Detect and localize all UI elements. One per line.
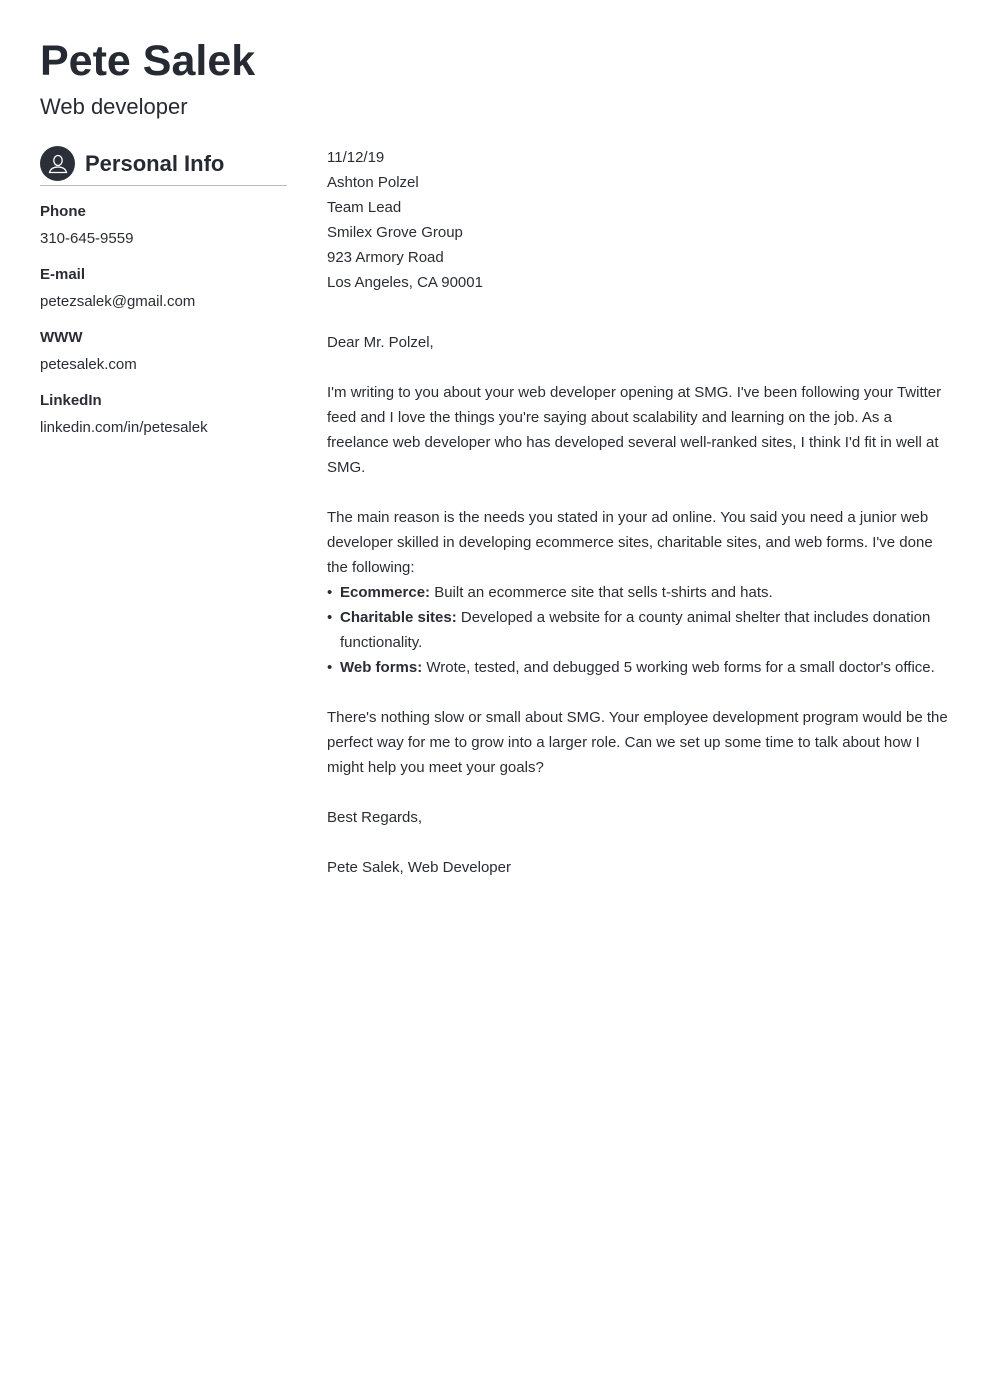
paragraph-closing: There's nothing slow or small about SMG. Your employee development program would be the perfect way for me to grow into a larger role. Can we set up some time to talk about how I might help you meet your goals? bbox=[327, 709, 948, 776]
section-title: Personal Info bbox=[85, 150, 225, 176]
paragraph-needs: The main reason is the needs you stated in your ad online. You said you need a junior web developer skilled in developing ecommerce sites, charitable sites, and web forms. I've done the following: bbox=[327, 509, 933, 576]
linkedin-value: linkedin.com/in/petesalek bbox=[40, 419, 208, 436]
bullet-label: Charitable sites: bbox=[340, 609, 457, 626]
phone-label: Phone bbox=[40, 203, 86, 220]
personal-info-sidebar bbox=[40, 146, 287, 439]
list-item bbox=[327, 605, 952, 655]
website-label: WWW bbox=[40, 329, 83, 346]
cover-letter-body bbox=[327, 145, 952, 880]
signature: Pete Salek, Web Developer bbox=[327, 859, 511, 876]
candidate-name: Pete Salek bbox=[40, 37, 256, 85]
recipient-city: Los Angeles, CA 90001 bbox=[327, 274, 483, 291]
recipient-name: Ashton Polzel bbox=[327, 174, 419, 191]
bullet-label: Web forms: bbox=[340, 659, 423, 676]
recipient-company: Smilex Grove Group bbox=[327, 224, 463, 241]
recipient-title: Team Lead bbox=[327, 199, 402, 216]
bullet-text: Built an ecommerce site that sells t-shirts and hats. bbox=[430, 584, 773, 601]
bullet-label: Ecommerce: bbox=[340, 584, 431, 601]
linkedin-block bbox=[40, 390, 287, 439]
list-item bbox=[327, 655, 952, 680]
website-block bbox=[40, 327, 287, 376]
bullet-text: Wrote, tested, and debugged 5 working web forms for a small doctor's office. bbox=[422, 659, 935, 676]
recipient-address bbox=[327, 170, 952, 295]
paragraph-intro: I'm writing to you about your web developer opening at SMG. I've been following your Twitter feed and I love the things you're saying about scalability and learning on the job. As a freelance web developer who has developed several well-ranked sites, I think I'd fit in well at SMG. bbox=[327, 384, 942, 476]
closing: Best Regards, bbox=[327, 809, 423, 826]
email-block bbox=[40, 264, 287, 313]
phone-block bbox=[40, 201, 287, 250]
email-value: petezsalek@gmail.com bbox=[40, 293, 196, 310]
list-item bbox=[327, 580, 952, 605]
job-title: Web developer bbox=[40, 94, 188, 119]
person-icon bbox=[40, 146, 75, 181]
bullet-text: Developed a website for a county animal shelter that includes donation functionality. bbox=[340, 609, 931, 651]
salutation: Dear Mr. Polzel, bbox=[327, 334, 434, 351]
experience-list bbox=[327, 580, 952, 680]
phone-value: 310-645-9559 bbox=[40, 230, 134, 247]
letter-date: 11/12/19 bbox=[327, 149, 385, 166]
email-label: E-mail bbox=[40, 266, 86, 283]
website-value: petesalek.com bbox=[40, 356, 137, 373]
personal-info-header bbox=[40, 146, 287, 186]
recipient-street: 923 Armory Road bbox=[327, 249, 444, 266]
linkedin-label: LinkedIn bbox=[40, 392, 102, 409]
